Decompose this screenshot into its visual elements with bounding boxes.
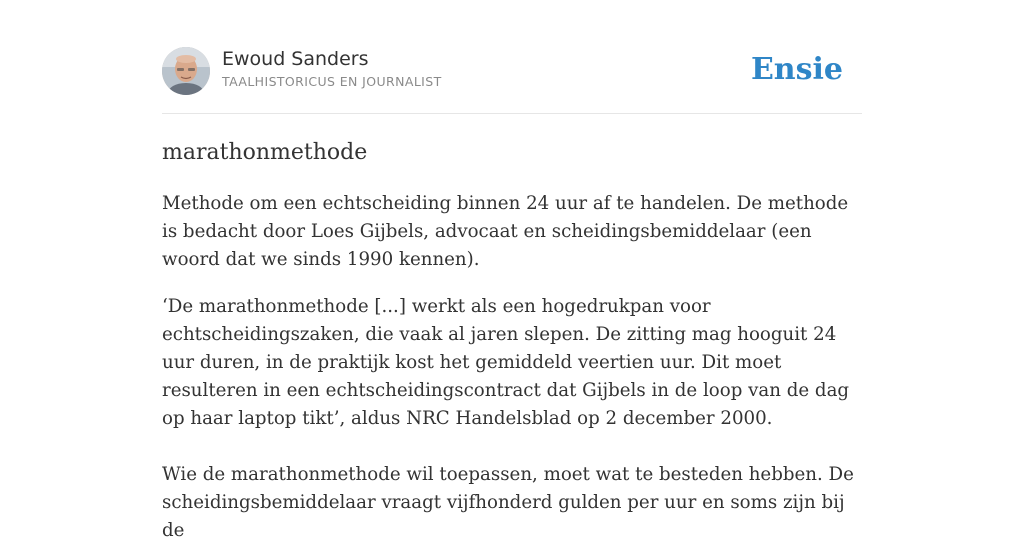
author-header [162,47,862,95]
followup-paragraph: Wie de marathonmethode wil toepassen, moet wat te besteden hebben. De scheidingsbemiddelaar vraagt vijfhonderd gulden per uur en soms zijn bij de [162,464,854,541]
page [162,0,862,541]
author-role: TAALHISTORICUS EN JOURNALIST [222,74,442,89]
author-name[interactable]: Ewoud Sanders [222,48,369,70]
entry-title: marathonmethode [162,140,368,165]
avatar-photo [162,47,210,95]
definition-paragraph: Methode om een echtscheiding binnen 24 uur af te handelen. De methode is bedacht door Loes Gijbels, advocaat en scheidingsbemiddelaar (een woord dat we sinds 1990 kennen). [162,193,849,270]
ensie-logo[interactable]: Ensie [750,52,843,87]
header-divider [162,113,862,114]
entry-body [162,190,864,545]
quote-paragraph: ‘De marathonmethode [...] werkt als een hogedrukpan voor echtscheidingszaken, die vaak al jaren slepen. De zitting mag hooguit 24 uur duren, in de praktijk kost het gemiddeld veertien uur. Dit moet resulteren in een echtscheidingscontract dat Gijbels in de loop van de dag op haar laptop tikt’, aldus NRC Handelsblad op 2 december 2000. [162,296,850,429]
author-avatar[interactable] [162,47,210,95]
